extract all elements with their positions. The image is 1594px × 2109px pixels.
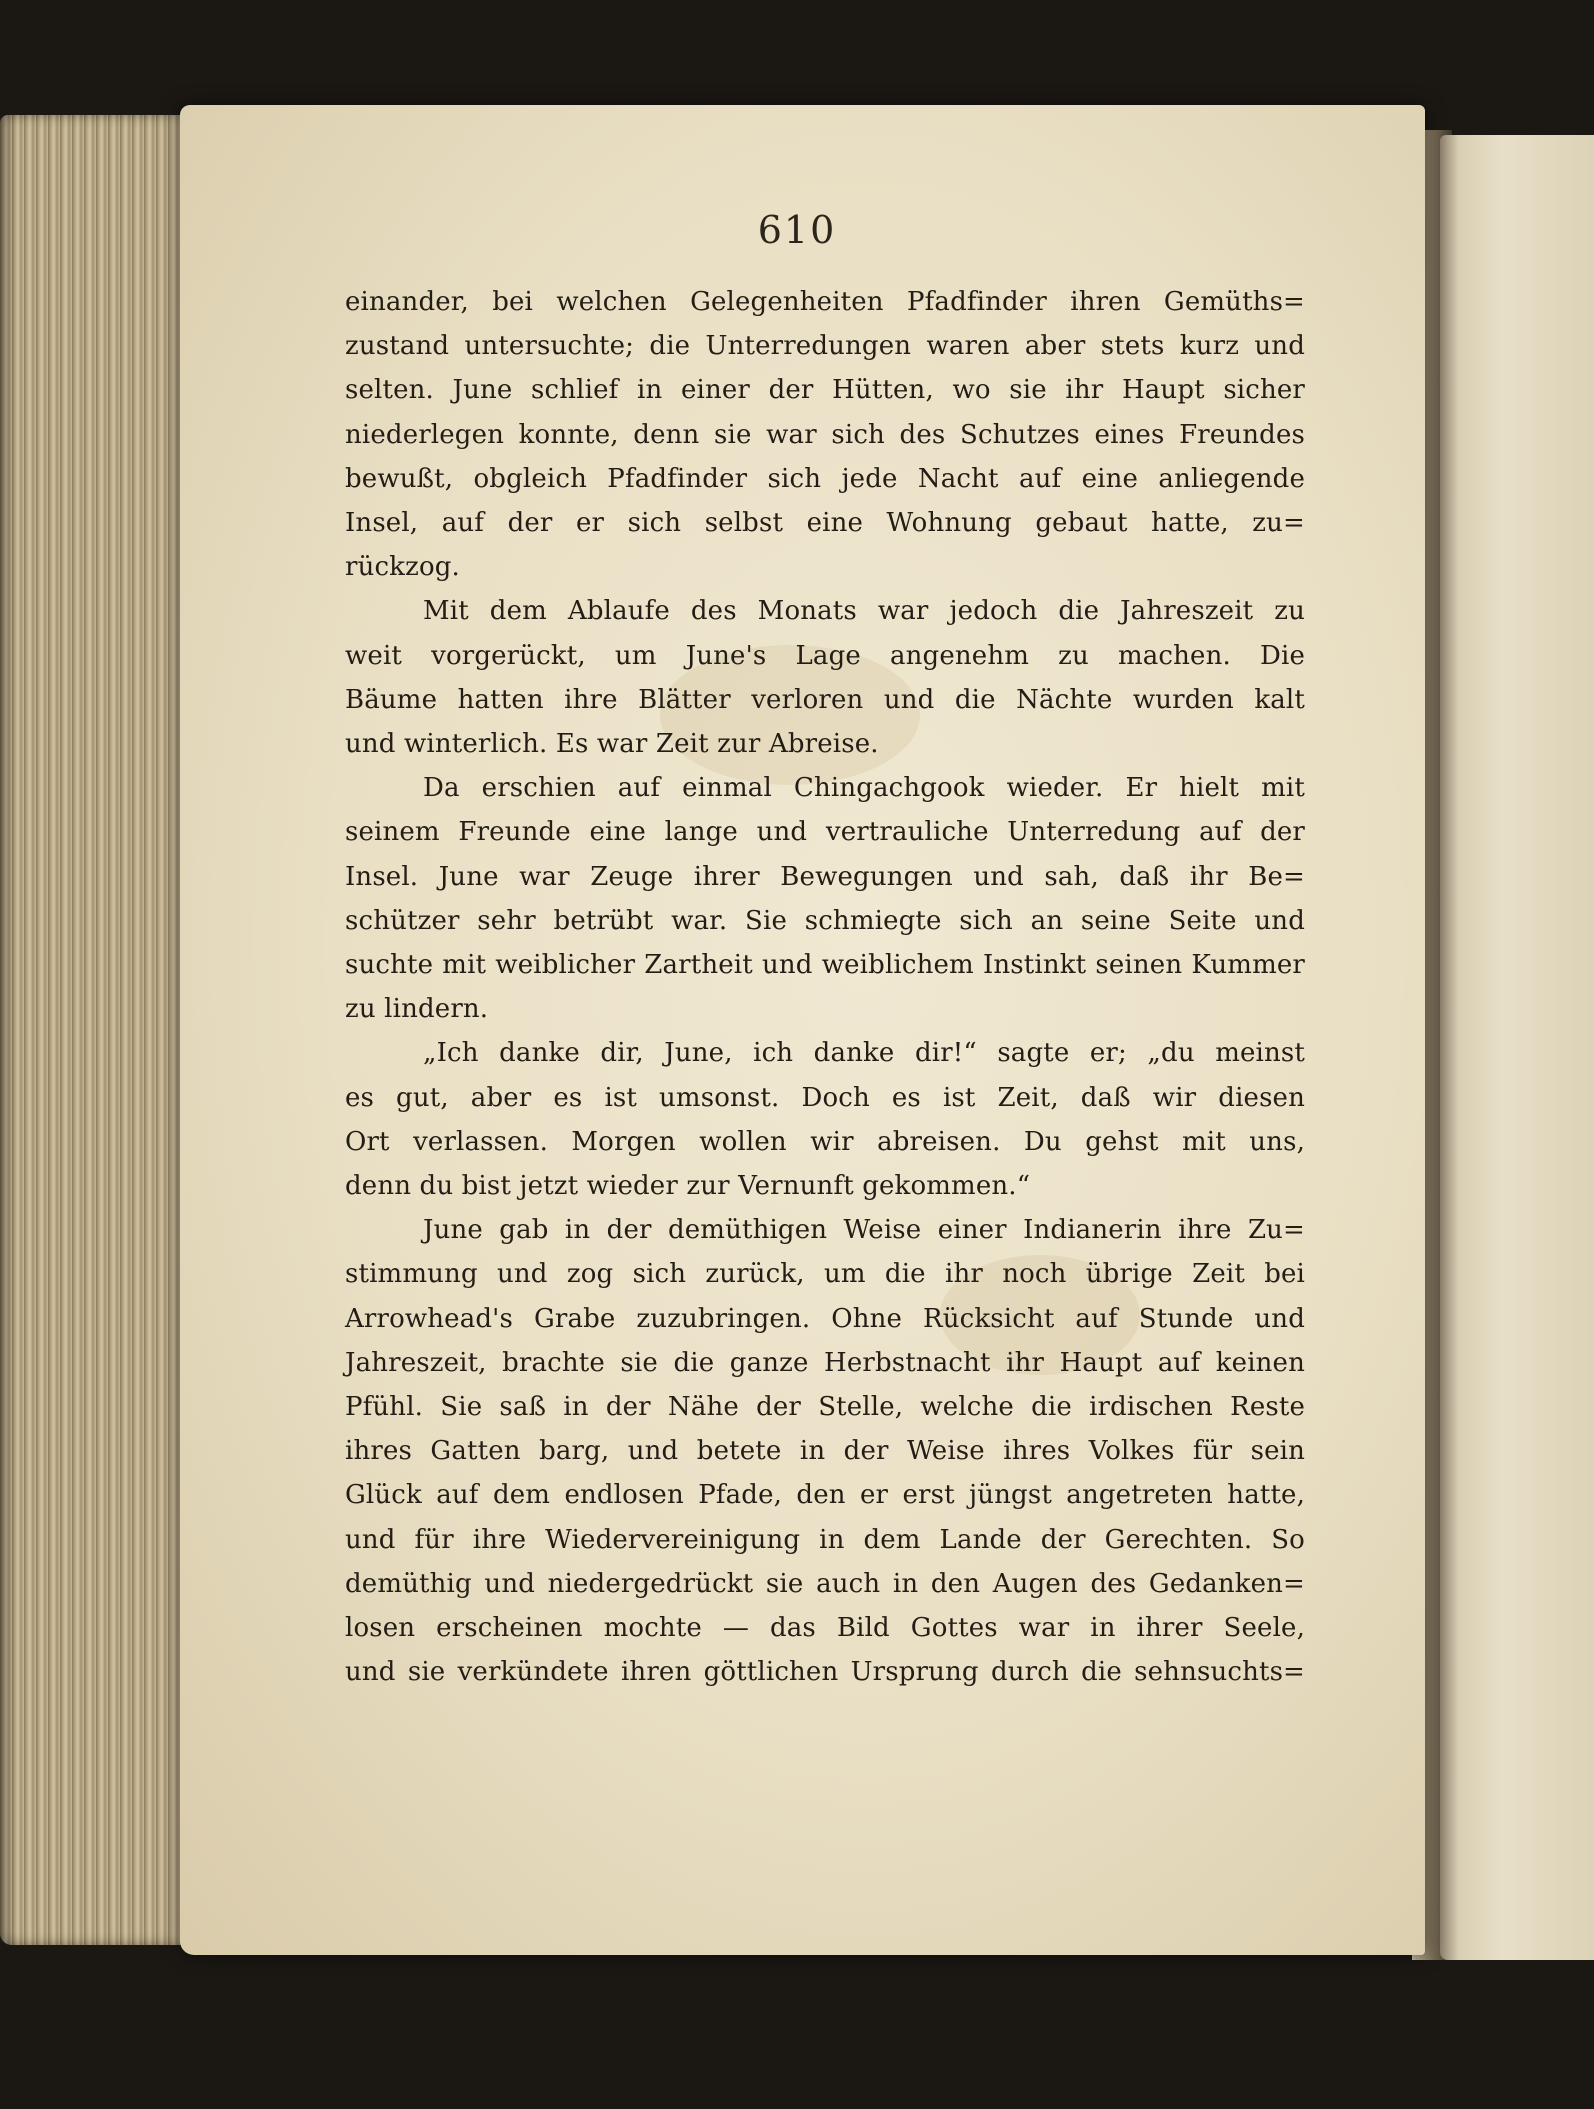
page-number: 610 [757,208,837,252]
body-text [345,280,1305,1695]
right-page-edge [1440,135,1594,1960]
text-line: Jahreszeit, brachte sie die ganze Herbstnacht ihr Haupt auf keinen [345,1347,1305,1378]
text-line: „Ich danke dir, June, ich danke dir!“ sagte er; „du meinst [423,1038,1305,1069]
text-line: zustand untersuchte; die Unterredungen waren aber stets kurz und [345,331,1305,362]
text-line: rückzog. [345,552,460,583]
text-line: June gab in der demüthigen Weise einer Indianerin ihre Zu= [423,1215,1305,1246]
text-line: und winterlich. Es war Zeit zur Abreise. [345,729,879,760]
text-line: losen erscheinen mochte — das Bild Gottes war in ihrer Seele, [345,1613,1305,1644]
text-line: Mit dem Ablaufe des Monats war jedoch die Jahreszeit zu [423,596,1305,627]
text-line: seinem Freunde eine lange und vertrauliche Unterredung auf der [345,817,1305,848]
text-line: schützer sehr betrübt war. Sie schmiegte sich an seine Seite und [345,905,1305,936]
text-line: selten. June schlief in einer der Hütten, wo sie ihr Haupt sicher [345,375,1305,406]
text-line: stimmung und zog sich zurück, um die ihr noch übrige Zeit bei [345,1259,1305,1290]
text-line: zu lindern. [345,994,489,1025]
text-line: weit vorgerückt, um June's Lage angenehm zu machen. Die [345,640,1305,671]
text-line: und für ihre Wiedervereinigung in dem Lande der Gerechten. So [345,1524,1305,1555]
text-line: bewußt, obgleich Pfadfinder sich jede Nacht auf eine anliegende [345,463,1305,494]
text-line: ihres Gatten barg, und betete in der Weise ihres Volkes für sein [345,1436,1305,1467]
text-line: Insel. June war Zeuge ihrer Bewegungen und sah, daß ihr Be= [345,861,1305,892]
text-line: einander, bei welchen Gelegenheiten Pfadfinder ihren Gemüths= [345,287,1305,317]
text-line: Insel, auf der er sich selbst eine Wohnung gebaut hatte, zu= [345,508,1305,539]
text-line: denn du bist jetzt wieder zur Vernunft gekommen.“ [345,1171,1031,1202]
text-line: und sie verkündete ihren göttlichen Ursprung durch die sehnsuchts= [345,1657,1305,1688]
text-line: Glück auf dem endlosen Pfade, den er erst jüngst angetreten hatte, [345,1480,1305,1511]
text-line: Ort verlassen. Morgen wollen wir abreisen. Du gehst mit uns, [345,1126,1305,1157]
text-line: niederlegen konnte, denn sie war sich des Schutzes eines Freundes [345,419,1305,450]
text-line: demüthig und niedergedrückt sie auch in den Augen des Gedanken= [345,1568,1305,1599]
text-line: Pfühl. Sie saß in der Nähe der Stelle, welche die irdischen Reste [345,1392,1305,1423]
text-line: Bäume hatten ihre Blätter verloren und die Nächte wurden kalt [345,684,1305,715]
text-line: suchte mit weiblicher Zartheit und weiblichem Instinkt seinen Kummer [345,950,1305,981]
text-line: es gut, aber es ist umsonst. Doch es ist Zeit, daß wir diesen [345,1082,1305,1113]
text-line: Da erschien auf einmal Chingachgook wieder. Er hielt mit [423,773,1305,804]
text-line: Arrowhead's Grabe zuzubringen. Ohne Rücksicht auf Stunde und [345,1303,1305,1334]
